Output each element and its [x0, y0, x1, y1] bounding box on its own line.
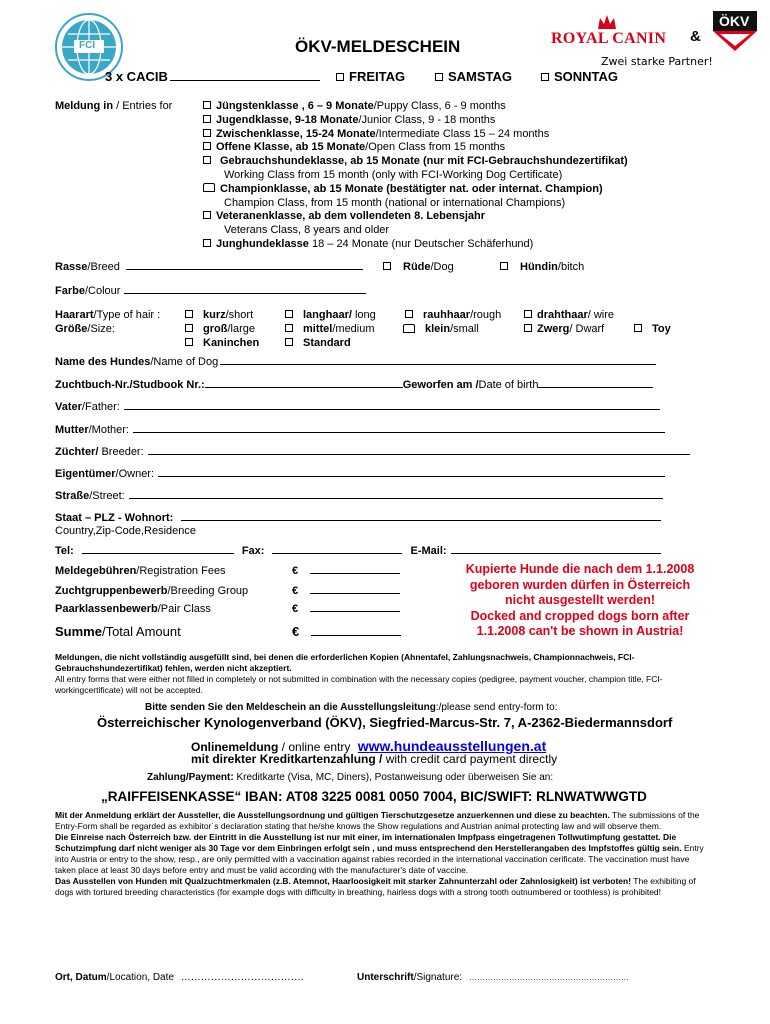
size-standard[interactable]: Standard [285, 337, 351, 349]
okv-address: Österreichischer Kynologenverband (ÖKV), Siegfried-Marcus-Str. 7, A-2362-Biedermannsdorf [97, 715, 673, 730]
size-checkbox[interactable] [524, 324, 532, 332]
colour-field[interactable]: Farbe/Colour [55, 285, 366, 297]
credit-card-row: mit direkter Kreditkartenzahlung / with credit card payment directly [191, 752, 558, 766]
docked-dogs-warning: Kupierte Hunde die nach dem 1.1.2008 geboren wurden dürfen in Österreich nicht ausgestellt werden! Docked and cropped dogs born after 1.1.2008 can't be shown in Austria! [465, 562, 695, 638]
size-checkbox[interactable] [285, 324, 293, 332]
coat-checkbox[interactable] [185, 310, 193, 318]
size-large[interactable]: groß/large [185, 323, 255, 335]
send-instructions: Bitte senden Sie den Meldeschein an die Ausstellungsleitung:/please send entry-form to: [145, 702, 558, 713]
state-field[interactable]: Staat – PLZ - Wohnort: Country,Zip-Code,Residence [55, 512, 661, 538]
page-title: ÖKV-MELDESCHEIN [295, 37, 461, 56]
size-medium[interactable]: mittel/medium [285, 323, 375, 335]
friday-checkbox[interactable] [336, 73, 344, 81]
class-checkbox[interactable] [203, 115, 211, 123]
tel-fax-email-row[interactable]: Tel: Fax: E-Mail: [55, 545, 661, 557]
class-item[interactable]: Gebrauchshundeklasse, ab 15 Monate (nur mit FCI-Gebrauchshundezertifikat) [203, 155, 628, 169]
payment-row: Zahlung/Payment: Kreditkarte (Visa, MC, Diners), Postanweisung oder überweisen Sie an: [147, 772, 554, 783]
coat-checkbox[interactable] [524, 310, 532, 318]
class-sub: Working Class from 15 month (only with FCI-Working Dog Certificate) [224, 168, 563, 181]
class-item[interactable]: Jugendklasse, 9-18 Monate/Junior Class, 9 - 18 months [203, 114, 628, 128]
class-checkbox[interactable] [203, 101, 211, 109]
fci-logo-text: FCI [79, 40, 96, 51]
size-dwarf[interactable]: Zwerg/ Dwarf [524, 323, 604, 335]
coat-checkbox[interactable] [405, 310, 413, 318]
saturday-checkbox[interactable] [435, 73, 443, 81]
cacib-label: 3 x CACIB [105, 69, 168, 84]
class-sub: Veterans Class, 8 years and older [224, 224, 390, 237]
male-option[interactable]: Rüde/Dog [383, 261, 454, 273]
class-item[interactable]: Championklasse, ab 15 Monate (bestätigter nat. oder internat. Champion) [203, 183, 628, 197]
fee-pair-amount[interactable]: € [292, 603, 400, 615]
size-checkbox[interactable] [185, 338, 193, 346]
fee-registration-amount[interactable]: € [292, 565, 400, 577]
class-item[interactable]: Zwischenklasse, 15-24 Monate/Intermediate Class 15 – 24 months [203, 128, 628, 142]
size-kaninchen[interactable]: Kaninchen [185, 337, 259, 349]
female-checkbox[interactable] [500, 262, 508, 270]
class-list [203, 100, 628, 252]
class-item[interactable]: Jüngstenklasse , 6 – 9 Monate/Puppy Class, 6 - 9 months [203, 100, 628, 114]
total-amount-value[interactable]: € [292, 624, 401, 639]
class-item[interactable]: Offene Klasse, ab 15 Monate/Open Class from 15 months [203, 141, 628, 155]
size-checkbox[interactable] [285, 338, 293, 346]
dog-name-field[interactable]: Name des Hundes/Name of Dog [55, 356, 656, 368]
entries-label: Meldung in / Entries for [55, 100, 173, 112]
incomplete-notice: Meldungen, die nicht vollständig ausgefüllt sind, bei denen die erforderlichen Kopien (Ahnentafel, Zahlungsnachweis, Championnachweis, FCI-Gebrauchshundezertifikat) fehlen, werden nicht akzeptiert. All entry forms that were either not filled in completely or not submitted in combination with the necessary copies (pedigree, payment voucher, champion title, FCI-workingcertificate) will not be accepted. [55, 652, 663, 695]
mother-field[interactable]: Mutter/Mother: [55, 424, 665, 436]
coat-checkbox[interactable] [285, 310, 293, 318]
size-checkbox[interactable] [634, 324, 642, 332]
class-checkbox[interactable] [203, 239, 211, 247]
coat-long[interactable]: langhaar/ long [285, 309, 376, 321]
cacib-row [105, 69, 320, 84]
breeder-field[interactable]: Züchter/ Breeder: [55, 446, 690, 458]
coat-wire[interactable]: drahthaar/ wire [524, 309, 614, 321]
fee-breeding-group[interactable]: Zuchtgruppenbewerb/Breeding Group [55, 585, 249, 597]
day-saturday[interactable]: SAMSTAG [435, 69, 512, 84]
total-amount[interactable]: Summe/Total Amount [55, 624, 181, 639]
okv-logo-text: ÖKV [719, 13, 750, 29]
day-friday[interactable]: FREITAG [336, 69, 405, 84]
size-toy[interactable]: Toy [634, 323, 671, 335]
coat-short[interactable]: kurz/short [185, 309, 253, 321]
class-checkbox[interactable] [203, 183, 215, 192]
okv-logo [712, 10, 758, 52]
size-checkbox[interactable] [185, 324, 193, 332]
place-date-field[interactable]: Ort, Datum/Location, Date ………………………………. [55, 972, 304, 983]
female-option[interactable]: Hündin/bitch [500, 261, 584, 273]
royal-canin-logo: ROYAL CANIN [551, 30, 667, 47]
term-item: Mit der Anmeldung erklärt der Aussteller, die Ausstellungsordnung und gültigen Tierschutzgesetze anzuerkennen und diese zu beachten. The submissions of the Entry-Form shall be regarded as exhibitor´s declaration stating that he/she knows the Show regulations and Austrian animal protecting law and will observe them. [55, 810, 700, 831]
class-item[interactable]: Veteranenklasse, ab dem vollendeten 8. Lebensjahr [203, 210, 628, 224]
class-sub: Champion Class, from 15 month (national or international Champions) [224, 196, 566, 209]
online-entry-row: Onlinemeldung / online entry www.hundeausstellungen.at [191, 738, 547, 754]
bank-details: „RAIFFEISENKASSE“ IBAN: AT08 3225 0081 0050 7004, BIC/SWIFT: RLNWATWWGTD [101, 789, 647, 804]
male-checkbox[interactable] [383, 262, 391, 270]
coat-label: Haarart/Type of hair : [55, 309, 161, 321]
class-checkbox[interactable] [203, 142, 211, 150]
breed-field[interactable]: Rasse/Breed [55, 261, 363, 273]
fee-breeding-amount[interactable]: € [292, 585, 400, 597]
father-field[interactable]: Vater/Father: [55, 401, 660, 413]
class-checkbox[interactable] [203, 156, 211, 164]
sunday-checkbox[interactable] [541, 73, 549, 81]
ampersand: & [690, 28, 701, 45]
terms-block [55, 810, 705, 898]
size-checkbox[interactable] [403, 324, 415, 333]
size-label: Größe/Size: [55, 323, 115, 335]
size-small[interactable]: klein/small [403, 323, 479, 335]
term-item: Die Einreise nach Österreich bzw. der Eintritt in die Ausstellung ist nur mit einer, im internationalen Impfpass eingetragenen Tollwutimpfung gestattet. Die Schutzimpfung darf nicht weniger als 30 Tage vor dem Einbringen erfolgt sein , und muss entsprechend den Herstellerangaben des Impfstoffes gültig sein. Entry into Austria or entry to the show, resp., are only permitted with a vaccination against rabies recorded in the international vaccination cerificate. The vaccination must have taken place at least 30 days before entry and must be valid according with the manufacturer's date of vaccine. [55, 832, 704, 875]
class-checkbox[interactable] [203, 211, 211, 219]
signature-field[interactable]: Unterschrift/Signature: …………………………………………………… [357, 972, 629, 983]
slogan: Zwei starke Partner! [601, 55, 713, 68]
fee-pair-class[interactable]: Paarklassenbewerb/Pair Class [55, 603, 211, 615]
studbook-field[interactable]: Zuchtbuch-Nr./Studbook Nr.: Geworfen am /Date of birth [55, 379, 653, 391]
class-item[interactable]: Junghundeklasse 18 – 24 Monate (nur Deutscher Schäferhund) [203, 238, 628, 252]
fee-registration[interactable]: Meldegebühren/Registration Fees [55, 565, 226, 577]
class-checkbox[interactable] [203, 129, 211, 137]
street-field[interactable]: Straße/Street: [55, 490, 663, 502]
online-entry-link[interactable]: www.hundeausstellungen.at [357, 738, 547, 754]
owner-field[interactable]: Eigentümer/Owner: [55, 468, 665, 480]
term-item: Das Ausstellen von Hunden mit Qualzuchtmerkmalen (z.B. Atemnot, Haarloosigkeit mit starker Zahnunterzahl oder Zahnlosigkeit) ist verboten! The exhibiting of dogs with tortured breeding characteristics (for example dogs with difficulty in breathing, hairless dogs with a strong tooth outnumbered or toothless) is prohibited! [55, 876, 696, 897]
day-sunday[interactable]: SONNTAG [541, 69, 618, 84]
coat-rough[interactable]: rauhhaar/rough [405, 309, 501, 321]
